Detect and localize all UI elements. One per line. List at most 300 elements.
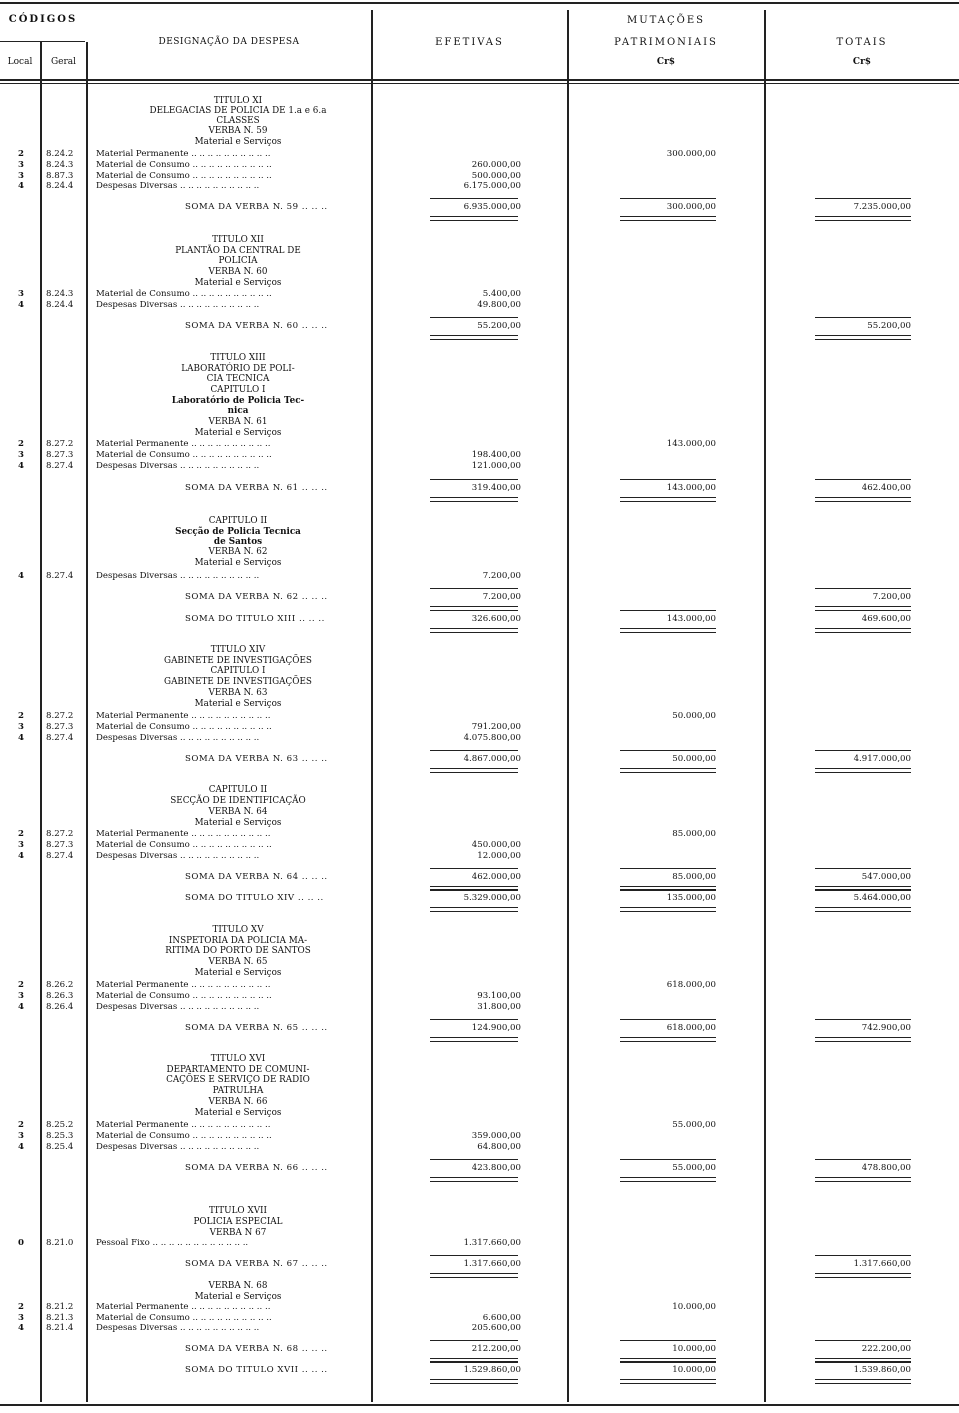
header-local: Local — [7, 57, 33, 67]
cell-geral: 8.27.4 — [46, 461, 74, 471]
table-row — [0, 160, 959, 171]
sum-double-rule — [815, 628, 911, 629]
section-heading: PATRULHA — [212, 1086, 264, 1096]
cell-patrimoniais: 143.000,00 — [666, 483, 716, 493]
sum-double-rule — [815, 1041, 911, 1042]
cell-soma-label: SOMA DO TITULO XVII .. .. .. — [185, 1365, 328, 1375]
cell-patrimoniais: 143.000,00 — [666, 614, 716, 624]
cell-geral: 8.25.2 — [46, 1120, 74, 1130]
cell-efetivas: 6.600,00 — [482, 1313, 521, 1323]
sum-double-rule — [815, 501, 911, 502]
cell-designacao: Material Permanente .. .. .. .. .. .. .. .. .. .. — [96, 980, 271, 990]
sum-double-rule — [430, 1358, 518, 1359]
header-efetivas: EFETIVAS — [435, 37, 504, 48]
cell-patrimoniais: 55.000,00 — [672, 1120, 716, 1130]
sum-rule — [815, 317, 911, 318]
cell-efetivas: 7.200,00 — [482, 592, 521, 602]
sum-double-rule — [815, 890, 911, 891]
sum-double-rule — [620, 1181, 716, 1182]
subtotal-row — [0, 1344, 959, 1355]
cell-designacao: Material de Consumo .. .. .. .. .. .. .. .. .. .. — [96, 1131, 272, 1141]
section-heading: TITULO XI — [213, 96, 263, 106]
sum-double-rule — [430, 1041, 518, 1042]
col-sep-efetivas — [567, 10, 569, 1402]
cell-patrimoniais: 85.000,00 — [672, 872, 716, 882]
cell-patrimoniais: 300.000,00 — [666, 149, 716, 159]
sum-double-rule — [430, 1037, 518, 1038]
sum-rule — [620, 889, 716, 890]
cell-soma-label: SOMA DA VERBA N. 67 .. .. .. — [185, 1259, 328, 1269]
sum-double-rule — [815, 339, 911, 340]
cell-designacao: Despesas Diversas .. .. .. .. .. .. .. .. .. .. — [96, 733, 260, 743]
sum-rule — [815, 889, 911, 890]
cell-totais: 547.000,00 — [861, 872, 911, 882]
cell-efetivas: 205.600,00 — [471, 1323, 521, 1333]
sum-double-rule — [815, 886, 911, 887]
cell-geral: 8.24.2 — [46, 149, 74, 159]
table-row — [0, 722, 959, 733]
cell-soma-label: SOMA DO TITULO XIII .. .. .. — [185, 614, 325, 624]
sum-double-rule — [815, 772, 911, 773]
cell-local: 3 — [18, 840, 24, 850]
cell-geral: 8.27.3 — [46, 840, 74, 850]
sum-double-rule — [430, 1273, 518, 1274]
section-heading: VERBA N. 66 — [208, 1097, 268, 1107]
sum-double-rule — [620, 1383, 716, 1384]
sum-double-rule — [430, 772, 518, 773]
header-mutacoes: MUTAÇÕES — [626, 15, 705, 26]
cell-designacao: Material de Consumo .. .. .. .. .. .. .. .. .. .. — [96, 450, 272, 460]
cell-totais: 462.400,00 — [861, 483, 911, 493]
cell-efetivas: 500.000,00 — [471, 171, 521, 181]
section-heading: Laboratório de Policia Tec- — [171, 396, 305, 406]
table-row — [0, 1142, 959, 1153]
sum-double-rule — [815, 216, 911, 217]
sum-double-rule — [620, 907, 716, 908]
sum-rule — [430, 868, 518, 869]
sum-double-rule — [430, 339, 518, 340]
sum-double-rule — [620, 216, 716, 217]
sum-rule — [430, 1361, 518, 1362]
sum-double-rule — [620, 1041, 716, 1042]
sum-rule — [430, 750, 518, 751]
sum-double-rule — [815, 606, 911, 607]
cell-designacao: Despesas Diversas .. .. .. .. .. .. .. .. .. .. — [96, 571, 260, 581]
sum-rule — [620, 1361, 716, 1362]
cell-efetivas: 6.175.000,00 — [463, 181, 521, 191]
cell-local: 4 — [18, 571, 24, 581]
section-heading: de Santos — [213, 537, 263, 547]
subtotal-row — [0, 483, 959, 494]
subtotal-row — [0, 614, 959, 625]
sum-double-rule — [430, 606, 518, 607]
sum-double-rule — [430, 501, 518, 502]
sum-rule — [620, 750, 716, 751]
table-row — [0, 1238, 959, 1249]
table-row — [0, 1323, 959, 1334]
cell-designacao: Despesas Diversas .. .. .. .. .. .. .. .. .. .. — [96, 461, 260, 471]
cell-totais: 1.539.860,00 — [853, 1365, 911, 1375]
section-heading: TITULO XV — [212, 925, 264, 935]
sum-rule — [620, 1019, 716, 1020]
cell-local: 3 — [18, 289, 24, 299]
section-heading: GABINETE DE INVESTIGAÇÕES — [164, 677, 312, 687]
cell-geral: 8.24.3 — [46, 289, 74, 299]
section-heading: LABORATÓRIO DE POLI- — [181, 364, 295, 374]
cell-soma-label: SOMA DA VERBA N. 66 .. .. .. — [185, 1163, 328, 1173]
sum-double-rule — [620, 497, 716, 498]
cell-geral: 8.24.4 — [46, 300, 74, 310]
table-row — [0, 1002, 959, 1013]
sum-rule — [620, 1340, 716, 1341]
cell-patrimoniais: 10.000,00 — [672, 1344, 716, 1354]
cell-designacao: Material de Consumo .. .. .. .. .. .. .. .. .. .. — [96, 289, 272, 299]
cell-totais: 478.800,00 — [861, 1163, 911, 1173]
sum-double-rule — [815, 1362, 911, 1363]
header-bottom-rule-2 — [0, 83, 959, 84]
sum-double-rule — [815, 907, 911, 908]
cell-efetivas: 64.800,00 — [477, 1142, 521, 1152]
cell-totais: 4.917.000,00 — [853, 754, 911, 764]
section-heading: VERBA N. 68 — [208, 1281, 268, 1291]
cell-local: 4 — [18, 1323, 24, 1333]
cell-local: 3 — [18, 991, 24, 1001]
cell-geral: 8.25.3 — [46, 1131, 74, 1141]
cell-totais: 7.235.000,00 — [853, 202, 911, 212]
sum-double-rule — [815, 335, 911, 336]
section-heading: nica — [227, 406, 249, 416]
section-heading: TITULO XVI — [210, 1054, 266, 1064]
table-row — [0, 851, 959, 862]
cell-efetivas: 1.317.660,00 — [463, 1259, 521, 1269]
cell-geral: 8.24.3 — [46, 160, 74, 170]
cell-local: 3 — [18, 1313, 24, 1323]
header-codigos: CÓDIGOS — [8, 14, 78, 25]
cell-patrimoniais: 50.000,00 — [672, 754, 716, 764]
sum-double-rule — [430, 497, 518, 498]
sum-double-rule — [430, 890, 518, 891]
cell-geral: 8.21.2 — [46, 1302, 74, 1312]
table-row — [0, 711, 959, 722]
subtotal-row — [0, 1163, 959, 1174]
cell-patrimoniais: 618.000,00 — [666, 1023, 716, 1033]
cell-designacao: Despesas Diversas .. .. .. .. .. .. .. .. .. .. — [96, 181, 260, 191]
cell-designacao: Material Permanente .. .. .. .. .. .. .. .. .. .. — [96, 1302, 271, 1312]
sum-rule — [815, 479, 911, 480]
cell-designacao: Pessoal Fixo .. .. .. .. .. .. .. .. .. .. .. .. — [96, 1238, 249, 1248]
cell-local: 3 — [18, 160, 24, 170]
sum-rule — [815, 1019, 911, 1020]
subtotal-row — [0, 1365, 959, 1376]
sum-double-rule — [430, 1277, 518, 1278]
table-row — [0, 571, 959, 582]
cell-geral: 8.26.3 — [46, 991, 74, 1001]
sum-double-rule — [815, 1379, 911, 1380]
header-bottom-rule — [0, 79, 959, 81]
table-row — [0, 181, 959, 192]
section-heading: GABINETE DE INVESTIGAÇÕES — [164, 656, 312, 666]
sum-double-rule — [815, 1277, 911, 1278]
cell-efetivas: 121.000,00 — [471, 461, 521, 471]
subtotal-row — [0, 1023, 959, 1034]
bottom-rule — [0, 1404, 959, 1406]
cell-efetivas: 49.800,00 — [477, 300, 521, 310]
sum-double-rule — [620, 632, 716, 633]
sum-double-rule — [815, 1181, 911, 1182]
section-heading: TITULO XIII — [210, 353, 266, 363]
cell-soma-label: SOMA DA VERBA N. 59 .. .. .. — [185, 202, 328, 212]
sum-rule — [430, 889, 518, 890]
cell-local: 2 — [18, 439, 24, 449]
sum-rule — [430, 610, 518, 611]
table-row — [0, 840, 959, 851]
subtotal-row — [0, 872, 959, 883]
cell-efetivas: 4.867.000,00 — [463, 754, 521, 764]
cell-designacao: Material de Consumo .. .. .. .. .. .. .. .. .. .. — [96, 171, 272, 181]
cell-local: 2 — [18, 149, 24, 159]
section-heading: Material e Serviços — [194, 968, 282, 978]
cell-soma-label: SOMA DA VERBA N. 64 .. .. .. — [185, 872, 328, 882]
cell-efetivas: 319.400,00 — [471, 483, 521, 493]
cell-designacao: Material Permanente .. .. .. .. .. .. .. .. .. .. — [96, 829, 271, 839]
cell-efetivas: 791.200,00 — [471, 722, 521, 732]
cell-efetivas: 423.800,00 — [471, 1163, 521, 1173]
table-row — [0, 733, 959, 744]
section-heading: DELEGACIAS DE POLICIA DE 1.a e 6.a — [149, 106, 327, 116]
cell-designacao: Material Permanente .. .. .. .. .. .. .. .. .. .. — [96, 439, 271, 449]
section-heading: Material e Serviços — [194, 428, 282, 438]
cell-efetivas: 5.400,00 — [482, 289, 521, 299]
subtotal-row — [0, 321, 959, 332]
sum-double-rule — [430, 1379, 518, 1380]
cell-patrimoniais: 618.000,00 — [666, 980, 716, 990]
section-heading: TITULO XII — [212, 235, 264, 245]
section-heading: VERBA N. 62 — [208, 547, 268, 557]
sum-rule — [430, 479, 518, 480]
cell-geral: 8.21.3 — [46, 1313, 74, 1323]
subtotal-row — [0, 754, 959, 765]
cell-designacao: Despesas Diversas .. .. .. .. .. .. .. .. .. .. — [96, 1323, 260, 1333]
cell-efetivas: 359.000,00 — [471, 1131, 521, 1141]
cell-soma-label: SOMA DA VERBA N. 68 .. .. .. — [185, 1344, 328, 1354]
cell-patrimoniais: 300.000,00 — [666, 202, 716, 212]
sum-rule — [815, 1361, 911, 1362]
section-heading: VERBA N. 61 — [208, 417, 268, 427]
sum-rule — [815, 1255, 911, 1256]
section-heading: CAPITULO I — [210, 385, 266, 395]
sum-double-rule — [430, 628, 518, 629]
cell-soma-label: SOMA DA VERBA N. 62 .. .. .. — [185, 592, 328, 602]
cell-patrimoniais: 10.000,00 — [672, 1302, 716, 1312]
sum-rule — [430, 1159, 518, 1160]
header-patrimoniais-currency: Cr$ — [656, 57, 676, 67]
cell-local: 4 — [18, 1002, 24, 1012]
cell-efetivas: 4.075.800,00 — [463, 733, 521, 743]
cell-geral: 8.27.3 — [46, 450, 74, 460]
sum-rule — [430, 588, 518, 589]
cell-efetivas: 1.529.860,00 — [463, 1365, 521, 1375]
section-heading: VERBA N. 60 — [208, 267, 268, 277]
header-patrimoniais: PATRIMONIAIS — [614, 37, 718, 48]
sum-double-rule — [430, 220, 518, 221]
sum-double-rule — [620, 1177, 716, 1178]
table-row — [0, 829, 959, 840]
sum-rule — [815, 1340, 911, 1341]
cell-efetivas: 450.000,00 — [471, 840, 521, 850]
col-sep-patrimoniais — [764, 10, 766, 1402]
sum-double-rule — [620, 1037, 716, 1038]
cell-local: 0 — [18, 1238, 24, 1248]
cell-designacao: Material Permanente .. .. .. .. .. .. .. .. .. .. — [96, 711, 271, 721]
cell-geral: 8.26.4 — [46, 1002, 74, 1012]
cell-geral: 8.87.3 — [46, 171, 74, 181]
cell-local: 3 — [18, 171, 24, 181]
sum-double-rule — [815, 497, 911, 498]
sum-rule — [815, 588, 911, 589]
cell-efetivas: 124.900,00 — [471, 1023, 521, 1033]
sum-double-rule — [620, 768, 716, 769]
cell-efetivas: 260.000,00 — [471, 160, 521, 170]
sum-rule — [620, 610, 716, 611]
sum-double-rule — [815, 220, 911, 221]
sum-double-rule — [430, 1181, 518, 1182]
sum-double-rule — [815, 1358, 911, 1359]
section-heading: Material e Serviços — [194, 699, 282, 709]
sum-double-rule — [430, 632, 518, 633]
sum-rule — [815, 868, 911, 869]
header-totais-currency: Cr$ — [852, 57, 872, 67]
codigos-rule — [0, 41, 85, 42]
cell-local: 4 — [18, 1142, 24, 1152]
cell-local: 2 — [18, 980, 24, 990]
table-row — [0, 289, 959, 300]
cell-soma-label: SOMA DA VERBA N. 60 .. .. .. — [185, 321, 328, 331]
section-heading: VERBA N. 65 — [208, 957, 268, 967]
sum-rule — [815, 198, 911, 199]
section-heading: TITULO XIV — [210, 645, 266, 655]
cell-local: 4 — [18, 851, 24, 861]
sum-double-rule — [430, 1362, 518, 1363]
section-heading: CIA TECNICA — [206, 374, 270, 384]
section-heading: Material e Serviços — [194, 137, 282, 147]
cell-soma-label: SOMA DA VERBA N. 65 .. .. .. — [185, 1023, 328, 1033]
section-heading: VERBA N. 59 — [208, 126, 268, 136]
cell-totais: 742.900,00 — [861, 1023, 911, 1033]
table-row — [0, 991, 959, 1002]
table-row — [0, 461, 959, 472]
sum-double-rule — [430, 216, 518, 217]
cell-totais: 55.200,00 — [867, 321, 911, 331]
cell-local: 4 — [18, 461, 24, 471]
cell-efetivas: 462.000,00 — [471, 872, 521, 882]
table-row — [0, 439, 959, 450]
cell-geral: 8.26.2 — [46, 980, 74, 990]
cell-local: 2 — [18, 711, 24, 721]
section-heading: VERBA N. 64 — [208, 807, 268, 817]
sum-double-rule — [620, 886, 716, 887]
cell-designacao: Despesas Diversas .. .. .. .. .. .. .. .. .. .. — [96, 1002, 260, 1012]
cell-geral: 8.27.4 — [46, 571, 74, 581]
sum-rule — [620, 1159, 716, 1160]
sum-double-rule — [620, 1358, 716, 1359]
section-heading: CLASSES — [216, 116, 260, 126]
header-designacao: DESIGNAÇÃO DA DESPESA — [158, 37, 300, 47]
sum-double-rule — [430, 1177, 518, 1178]
sum-double-rule — [430, 907, 518, 908]
cell-soma-label: SOMA DA VERBA N. 63 .. .. .. — [185, 754, 328, 764]
subtotal-row — [0, 592, 959, 603]
section-heading: Secção de Policia Tecnica — [175, 527, 301, 537]
sum-rule — [430, 1340, 518, 1341]
cell-efetivas: 93.100,00 — [477, 991, 521, 1001]
sum-double-rule — [815, 632, 911, 633]
sum-double-rule — [815, 768, 911, 769]
cell-efetivas: 1.317.660,00 — [463, 1238, 521, 1248]
section-heading: Material e Serviços — [194, 1292, 282, 1302]
cell-totais: 7.200,00 — [872, 592, 911, 602]
table-row — [0, 300, 959, 311]
sum-double-rule — [430, 768, 518, 769]
sum-rule — [430, 1019, 518, 1020]
cell-totais: 5.464.000,00 — [853, 893, 911, 903]
section-heading: Material e Serviços — [194, 278, 282, 288]
table-row — [0, 1302, 959, 1313]
section-heading: Material e Serviços — [194, 818, 282, 828]
header-geral: Geral — [50, 57, 77, 67]
cell-geral: 8.27.4 — [46, 851, 74, 861]
sum-double-rule — [620, 911, 716, 912]
cell-designacao: Material de Consumo .. .. .. .. .. .. .. .. .. .. — [96, 840, 272, 850]
sum-double-rule — [815, 1383, 911, 1384]
cell-geral: 8.27.4 — [46, 733, 74, 743]
section-heading: POLICIA — [218, 256, 258, 266]
sum-double-rule — [815, 1177, 911, 1178]
sum-double-rule — [430, 1383, 518, 1384]
cell-local: 3 — [18, 1131, 24, 1141]
sum-double-rule — [430, 911, 518, 912]
section-heading: Material e Serviços — [194, 1108, 282, 1118]
cell-designacao: Material de Consumo .. .. .. .. .. .. .. .. .. .. — [96, 722, 272, 732]
cell-local: 2 — [18, 829, 24, 839]
subtotal-row — [0, 202, 959, 213]
cell-soma-label: SOMA DA VERBA N. 61 .. .. .. — [185, 483, 328, 493]
section-heading: VERBA N. 63 — [208, 688, 268, 698]
sum-double-rule — [620, 1379, 716, 1380]
cell-patrimoniais: 135.000,00 — [666, 893, 716, 903]
top-rule — [0, 2, 959, 4]
sum-rule — [620, 479, 716, 480]
cell-efetivas: 326.600,00 — [471, 614, 521, 624]
cell-local: 4 — [18, 733, 24, 743]
table-row — [0, 1120, 959, 1131]
sum-double-rule — [430, 886, 518, 887]
sum-rule — [430, 1255, 518, 1256]
section-heading: POLICIA ESPECIAL — [193, 1217, 283, 1227]
sum-rule — [815, 750, 911, 751]
sum-double-rule — [620, 220, 716, 221]
sum-rule — [815, 610, 911, 611]
cell-designacao: Despesas Diversas .. .. .. .. .. .. .. .. .. .. — [96, 851, 260, 861]
table-row — [0, 450, 959, 461]
sum-double-rule — [430, 335, 518, 336]
section-heading: CAPITULO II — [208, 785, 268, 795]
cell-soma-label: SOMA DO TITULO XIV .. .. .. — [185, 893, 324, 903]
section-heading: CAÇÕES E SERVIÇO DE RADIO — [166, 1075, 310, 1085]
cell-geral: 8.25.4 — [46, 1142, 74, 1152]
cell-geral: 8.21.0 — [46, 1238, 74, 1248]
cell-efetivas: 212.200,00 — [471, 1344, 521, 1354]
cell-efetivas: 7.200,00 — [482, 571, 521, 581]
